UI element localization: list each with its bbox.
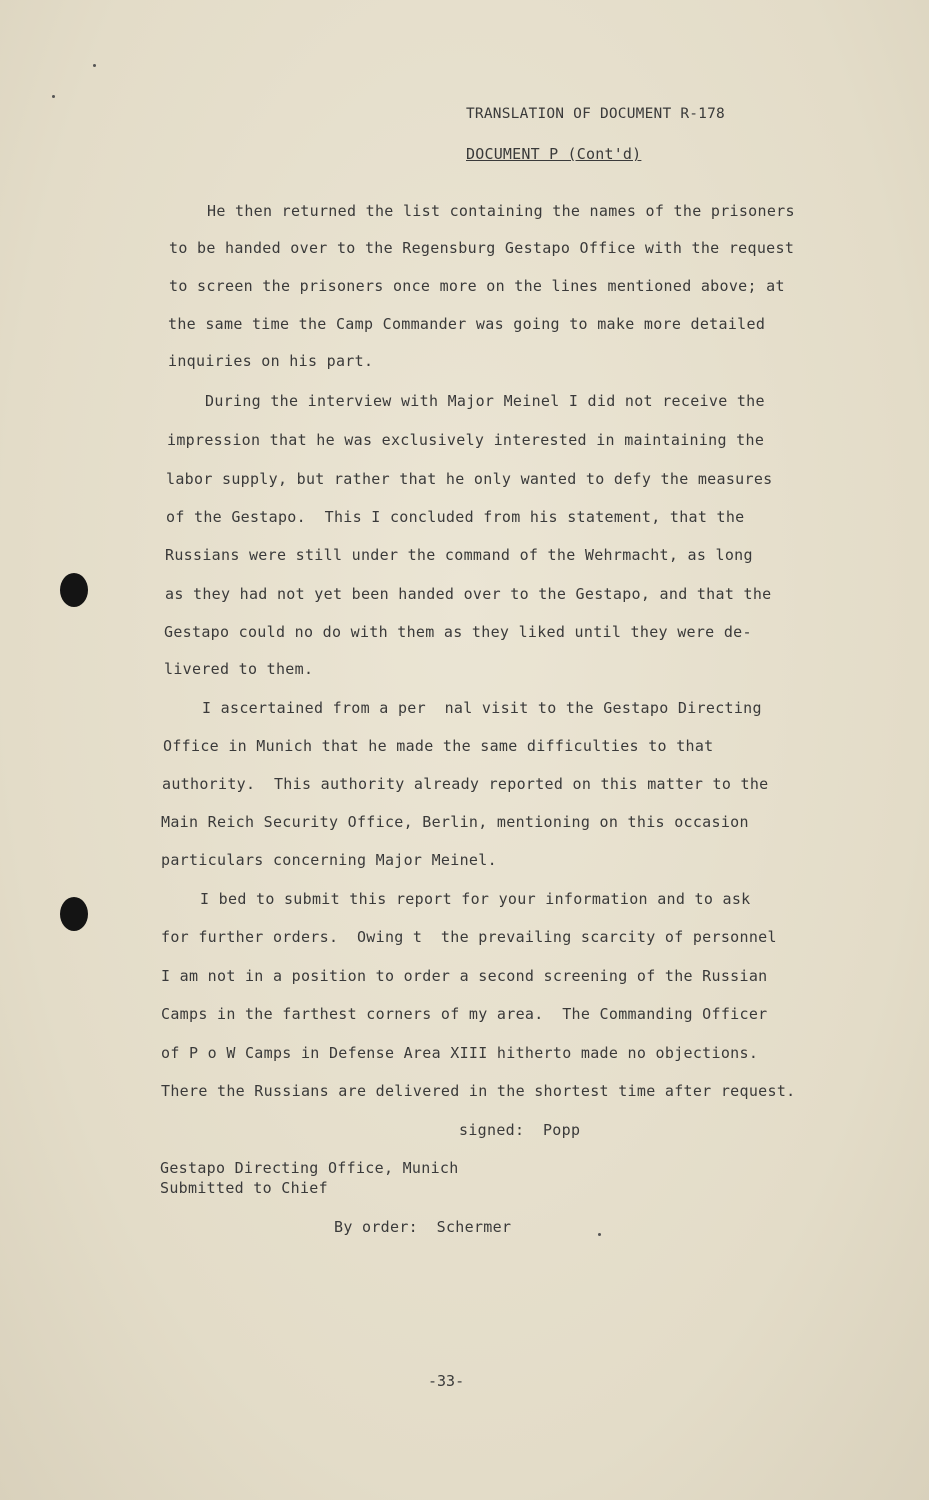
text-line: livered to them. — [164, 660, 314, 678]
text-line: as they had not yet been handed over to the Gestapo, and that the — [165, 585, 772, 603]
text-line: labor supply, but rather that he only wanted to defy the measures — [166, 470, 773, 488]
document-subtitle: DOCUMENT P (Cont'd) — [466, 145, 642, 163]
speck-mark — [93, 64, 96, 67]
signature: signed: Popp — [459, 1121, 581, 1139]
text-line: There the Russians are delivered in the shortest time after request. — [161, 1082, 796, 1100]
office-line: Gestapo Directing Office, Munich — [160, 1159, 459, 1177]
text-line: I am not in a position to order a second screening of the Russian — [161, 967, 768, 985]
text-line: impression that he was exclusively interested in maintaining the — [167, 431, 765, 449]
text-line: Camps in the farthest corners of my area. The Commanding Officer — [161, 1005, 768, 1023]
text-line: I ascertained from a per nal visit to the Gestapo Directing — [202, 699, 762, 717]
text-line: for further orders. Owing t the prevailing scarcity of personnel — [161, 928, 777, 946]
punch-hole-icon — [60, 573, 88, 607]
by-order-signature: By order: Schermer — [334, 1218, 512, 1236]
text-line: Gestapo could no do with them as they liked until they were de- — [164, 623, 752, 641]
document-title: TRANSLATION OF DOCUMENT R-178 — [466, 106, 725, 122]
text-line: Office in Munich that he made the same difficulties to that — [163, 737, 714, 755]
speck-mark — [52, 95, 55, 98]
punch-hole-icon — [60, 897, 88, 931]
text-line: to screen the prisoners once more on the lines mentioned above; at — [169, 277, 785, 295]
text-line: Russians were still under the command of the Wehrmacht, as long — [165, 546, 753, 564]
text-line: inquiries on his part. — [168, 352, 374, 370]
text-line: He then returned the list containing the names of the prisoners — [207, 202, 795, 220]
text-line: authority. This authority already reported on this matter to the — [162, 775, 769, 793]
speck-mark — [598, 1233, 601, 1236]
text-line: Main Reich Security Office, Berlin, mentioning on this occasion — [161, 813, 749, 831]
text-line: the same time the Camp Commander was going to make more detailed — [168, 315, 766, 333]
text-line: of P o W Camps in Defense Area XIII hitherto made no objections. — [161, 1044, 759, 1062]
text-line: to be handed over to the Regensburg Gestapo Office with the request — [169, 239, 795, 257]
page-number: -33- — [428, 1372, 465, 1390]
text-line: particulars concerning Major Meinel. — [161, 851, 497, 869]
text-line: During the interview with Major Meinel I did not receive the — [205, 392, 765, 410]
office-line: Submitted to Chief — [160, 1179, 328, 1197]
text-line: I bed to submit this report for your information and to ask — [200, 890, 751, 908]
text-line: of the Gestapo. This I concluded from his statement, that the — [166, 508, 745, 526]
